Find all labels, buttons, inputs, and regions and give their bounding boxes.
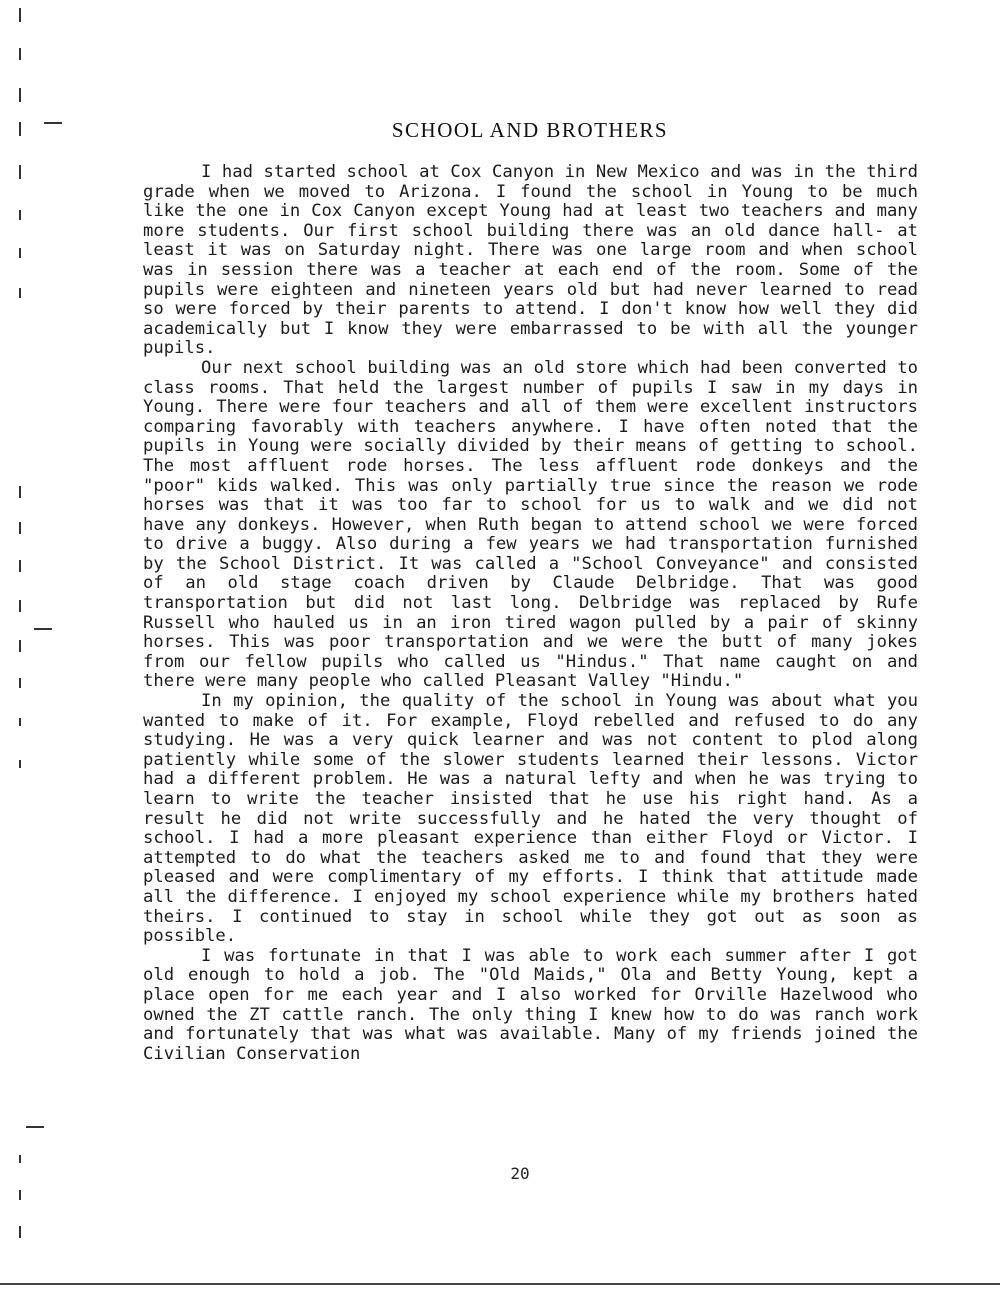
- margin-mark: [19, 640, 21, 652]
- scan-edge-rule: [0, 1283, 1000, 1285]
- margin-mark: [19, 88, 21, 102]
- margin-mark: [19, 248, 21, 258]
- margin-mark: [19, 760, 21, 768]
- margin-mark: [19, 210, 21, 220]
- margin-mark: [19, 1226, 21, 1238]
- paragraph: I had started school at Cox Canyon in New Mexico and was in the third grade when we moved to Arizona. I found the school in Young to be much like the one in Cox Canyon except Young had at least two teachers and many more students. Our first school building there was an old dance hall- at least it was on Saturday night. There was one large room and when school was in session there was a teacher at each end of the room. Some of the pupils were eighteen and nineteen years old but had never learned to read so were forced by their parents to attend. I don't know how well they did academically but I know they were embarrassed to be with all the younger pupils.: [143, 162, 918, 359]
- margin-mark: [34, 628, 52, 630]
- margin-mark: [19, 486, 21, 498]
- paragraph: I was fortunate in that I was able to work each summer after I got old enough to hold a job. The "Old Maids," Ola and Betty Young, kept a place open for me each year and I also worked for Orville Hazelwood who owned the ZT cattle ranch. The only thing I knew how to do was ranch work and fortunately that was what was available. Many of my friends joined the Civilian Conservation: [143, 945, 918, 1064]
- margin-mark: [19, 165, 21, 179]
- margin-mark: [26, 1126, 44, 1128]
- margin-mark: [19, 1155, 21, 1163]
- margin-mark: [19, 1190, 21, 1200]
- margin-mark: [19, 678, 21, 688]
- body-text: [143, 163, 918, 1064]
- page-title: SCHOOL AND BROTHERS: [391, 118, 669, 142]
- margin-mark: [19, 8, 21, 22]
- paragraph: In my opinion, the quality of the school in Young was about what you wanted to make of it. For example, Floyd rebelled and refused to do any studying. He was a very quick learner and was not content to plod along patiently while some of the slower students learned their lessons. Victor had a different problem. He was a natural lefty and when he was trying to learn to write the teacher insisted that he use his right hand. As a result he did not write successfully and he hated the very thought of school. I had a more pleasant experience than either Floyd or Victor. I attempted to do what the teachers asked me to and found that they were pleased and were complimentary of my efforts. I think that attitude made all the difference. I enjoyed my school experience while my brothers hated theirs. I continued to stay in school while they got out as soon as possible.: [143, 691, 918, 947]
- margin-mark: [19, 600, 21, 612]
- margin-mark: [19, 718, 21, 726]
- margin-mark: [19, 522, 21, 534]
- margin-mark: [19, 48, 21, 60]
- margin-mark: [19, 288, 21, 298]
- margin-mark: [19, 122, 21, 136]
- margin-mark: [19, 560, 21, 572]
- page-number: 20: [510, 1164, 530, 1183]
- margin-mark: [44, 122, 62, 124]
- paragraph: Our next school building was an old store which had been converted to class rooms. That held the largest number of pupils I saw in my days in Young. There were four teachers and all of them were excellent instructors comparing favorably with teachers anywhere. I have often noted that the pupils in Young were socially divided by their means of getting to school. The most affluent rode horses. The less affluent rode donkeys and the "poor" kids walked. This was only partially true since the reason we rode horses was that it was too far to school for us to walk and we did not have any donkeys. However, when Ruth began to attend school we were forced to drive a buggy. Also during a few years we had transportation furnished by the School District. It was called a "School Conveyance" and consisted of an old stage coach driven by Claude Delbridge. That was good transportation but did not last long. Delbridge was replaced by Rufe Russell who hauled us in an iron tired wagon pulled by a pair of skinny horses. This was poor transportation and we were the butt of many jokes from our fellow pupils who called us "Hindus." That name caught on and there were many people who called Pleasant Valley "Hindu.": [143, 357, 918, 692]
